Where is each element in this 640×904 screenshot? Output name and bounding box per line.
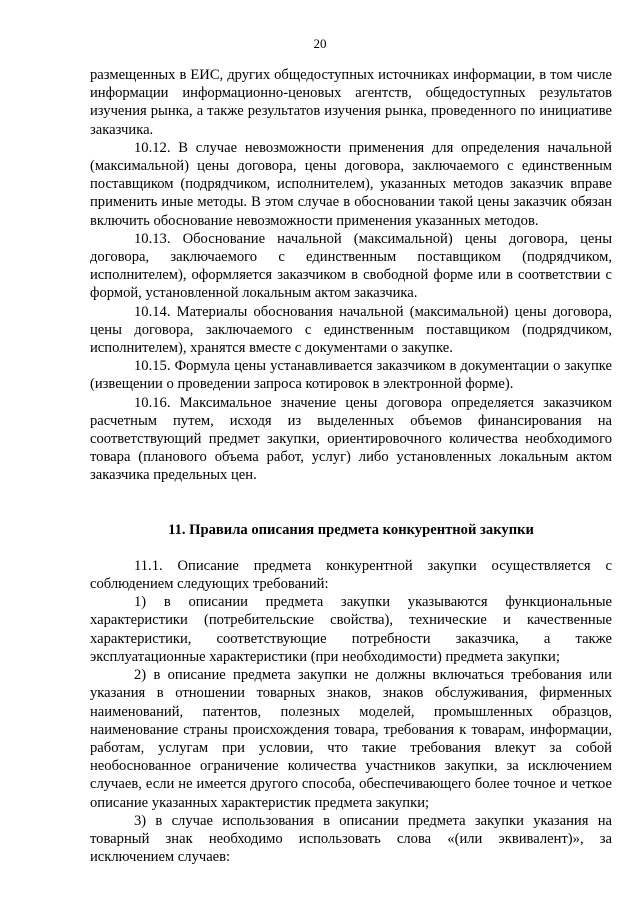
list-item-2: 2) в описание предмета закупки не должны включаться требования или указания в отношении товарных знаков, знаков обслуживания, фирменных наименований, патентов, полезных моделей, промышленных образцов, наименование страны происхождения товара, требования к товарам, информации, работам, услугам при условии, что такие требования влекут за собой необоснованное ограничение количества участников закупки, за исключением случаев, если не имеется другого способа, обеспечивающего более точное и четкое описание указанных характеристик предмета закупки; xyxy=(90,667,612,811)
paragraph-continuation: размещенных в ЕИС, других общедоступных источниках информации, в том числе информации информационно-ценовых агентств, общедоступных результатов изучения рынка, а также результатов изучения рынка, проведенного по инициативе заказчика. xyxy=(90,67,612,138)
paragraph-10-13: 10.13. Обоснование начальной (максимальной) цены договора, цены договора, заключаемого с единственным поставщиком (подрядчиком, исполнителем), оформляется заказчиком в свободной форме или в соответствии с формой, установленной локальным актом заказчика. xyxy=(90,230,612,302)
paragraph-11-1: 11.1. Описание предмета конкурентной закупки осуществляется с соблюдением следующих требований: xyxy=(90,557,612,593)
document-body xyxy=(90,66,612,866)
page-number: 20 xyxy=(313,36,327,51)
paragraph-10-14: 10.14. Материалы обоснования начальной (максимальной) цены договора, цены договора, заключаемого с единственным поставщиком (подрядчиком, исполнителем), хранятся вместе с документами о закупке. xyxy=(90,303,612,357)
paragraph-10-12: 10.12. В случае невозможности применения для определения начальной (максимальной) цены договора, цены договора, заключаемого с единственным поставщиком (подрядчиком, исполнителем), указанных методов заказчик вправе применить иные методы. В этом случае в обосновании такой цены заказчик обязан включить обоснование невозможности применения указанных методов. xyxy=(90,139,612,229)
list-item-3: 3) в случае использования в описании предмета закупки указания на товарный знак необходимо использовать слова «(или эквивалент)», за исключением случаев: xyxy=(90,812,612,866)
paragraph-10-16: 10.16. Максимальное значение цены договора определяется заказчиком расчетным путем, исходя из выделенных объемов финансирования на соответствующий предмет закупки, ориентировочного количества необходимого товара (планового объема работ, услуг) либо установленных локальным актом заказчика предельных цен. xyxy=(90,394,612,484)
list-item-1: 1) в описании предмета закупки указываются функциональные характеристики (потребительские свойства), технические и качественные характеристики, соответствующие потребности заказчика, а также эксплуатационные характеристики (при необходимости) предмета закупки; xyxy=(90,594,612,665)
paragraph-10-15: 10.15. Формула цены устанавливается заказчиком в документации о закупке (извещении о проведении запроса котировок в электронной форме). xyxy=(90,358,612,393)
section-heading: 11. Правила описания предмета конкурентной закупки xyxy=(168,521,534,538)
